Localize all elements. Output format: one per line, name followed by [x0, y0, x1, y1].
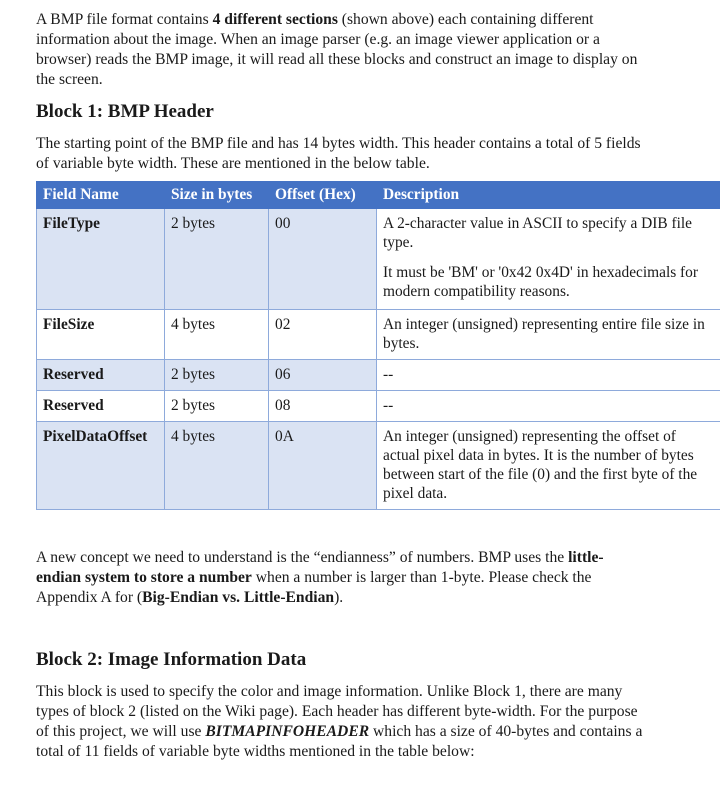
- size-cell: 4 bytes: [165, 422, 269, 510]
- column-header: Size in bytes: [165, 182, 269, 209]
- size-cell: 4 bytes: [165, 310, 269, 360]
- description-paragraph: [383, 315, 720, 353]
- description-line: bytes.: [383, 335, 420, 352]
- column-header: Description: [377, 182, 720, 209]
- description-line: An integer (unsigned) representing entire file size in: [383, 316, 705, 333]
- column-header: Field Name: [37, 182, 165, 209]
- description-line: between start of the file (0) and the first byte of the: [383, 466, 698, 483]
- block2-paragraph: [36, 682, 706, 762]
- description-line: It must be 'BM' or '0x42 0x4D' in hexadecimals for: [383, 264, 699, 281]
- offset-cell: 06: [269, 360, 377, 391]
- endianness-bold: little-: [568, 549, 604, 566]
- description-line: --: [383, 366, 394, 383]
- intro-line: browser) reads the BMP image, it will read all these blocks and construct an image to display on: [36, 51, 638, 68]
- block2-line: total of 11 fields of variable byte widths mentioned in the table below:: [36, 743, 475, 760]
- block1-paragraph: [36, 134, 706, 174]
- description-line: An integer (unsigned) representing the offset of: [383, 428, 676, 445]
- endianness-text: A new concept we need to understand is the “endianness” of numbers. BMP uses the: [36, 549, 569, 566]
- block2-line: types of block 2 (listed on the Wiki page). Each header has different byte-width. For the purpose: [36, 703, 638, 720]
- field-name-cell: FileType: [37, 209, 165, 310]
- offset-cell: 00: [269, 209, 377, 310]
- endianness-bold: Big-Endian vs. Little-Endian: [142, 589, 335, 606]
- size-cell: 2 bytes: [165, 209, 269, 310]
- block2-heading: Block 2: Image Information Data: [36, 649, 307, 670]
- table-row: [37, 422, 720, 510]
- block2-line: This block is used to specify the color and image information. Unlike Block 1, there are many: [36, 683, 623, 700]
- description-cell: [377, 209, 720, 310]
- description-paragraph: [383, 396, 720, 415]
- description-cell: [377, 422, 720, 510]
- block1-heading: Block 1: BMP Header: [36, 101, 214, 122]
- bmp-header-table: [36, 181, 720, 510]
- table-row: [37, 209, 720, 310]
- intro-text: A BMP file format contains: [36, 11, 213, 28]
- block1-line: of variable byte width. These are mentioned in the below table.: [36, 155, 430, 172]
- description-line: A 2-character value in ASCII to specify a DIB file: [383, 215, 692, 232]
- description-paragraph: [383, 427, 720, 503]
- column-header: Offset (Hex): [269, 182, 377, 209]
- offset-cell: 08: [269, 391, 377, 422]
- endianness-bold: endian system to store a number: [36, 569, 252, 586]
- description-line: modern compatibility reasons.: [383, 283, 570, 300]
- block1-line: The starting point of the BMP file and has 14 bytes width. This header contains a total of 5 fields: [36, 135, 641, 152]
- description-cell: [377, 391, 720, 422]
- endianness-paragraph: [36, 548, 706, 608]
- block2-line: of this project, we will use: [36, 723, 206, 740]
- intro-line: information about the image. When an image parser (e.g. an image viewer application or a: [36, 31, 600, 48]
- field-name-cell: FileSize: [37, 310, 165, 360]
- intro-bold: 4 different sections: [212, 11, 338, 28]
- description-paragraph: [383, 214, 720, 252]
- table-row: [37, 360, 720, 391]
- table-header-row: [37, 182, 720, 209]
- intro-text: (shown above) each containing different: [337, 11, 594, 28]
- description-line: --: [383, 397, 394, 414]
- field-name-cell: Reserved: [37, 360, 165, 391]
- intro-line: the screen.: [36, 71, 103, 88]
- endianness-text: ).: [334, 589, 344, 606]
- table-row: [37, 391, 720, 422]
- description-paragraph: [383, 365, 720, 384]
- table-row: [37, 310, 720, 360]
- field-name-cell: Reserved: [37, 391, 165, 422]
- endianness-text: Appendix A for (: [36, 589, 143, 606]
- description-line: type.: [383, 234, 414, 251]
- offset-cell: 0A: [269, 422, 377, 510]
- description-line: actual pixel data in bytes. It is the number of bytes: [383, 447, 694, 464]
- block2-line: which has a size of 40-bytes and contains a: [369, 723, 643, 740]
- field-name-cell: PixelDataOffset: [37, 422, 165, 510]
- offset-cell: 02: [269, 310, 377, 360]
- size-cell: 2 bytes: [165, 360, 269, 391]
- description-line: pixel data.: [383, 485, 448, 502]
- description-paragraph: [383, 263, 720, 301]
- endianness-text: when a number is larger than 1-byte. Please check the: [251, 569, 592, 586]
- bitmapinfoheader-term: BITMAPINFOHEADER: [205, 723, 370, 740]
- description-cell: [377, 310, 720, 360]
- description-cell: [377, 360, 720, 391]
- size-cell: 2 bytes: [165, 391, 269, 422]
- intro-paragraph: [36, 10, 706, 90]
